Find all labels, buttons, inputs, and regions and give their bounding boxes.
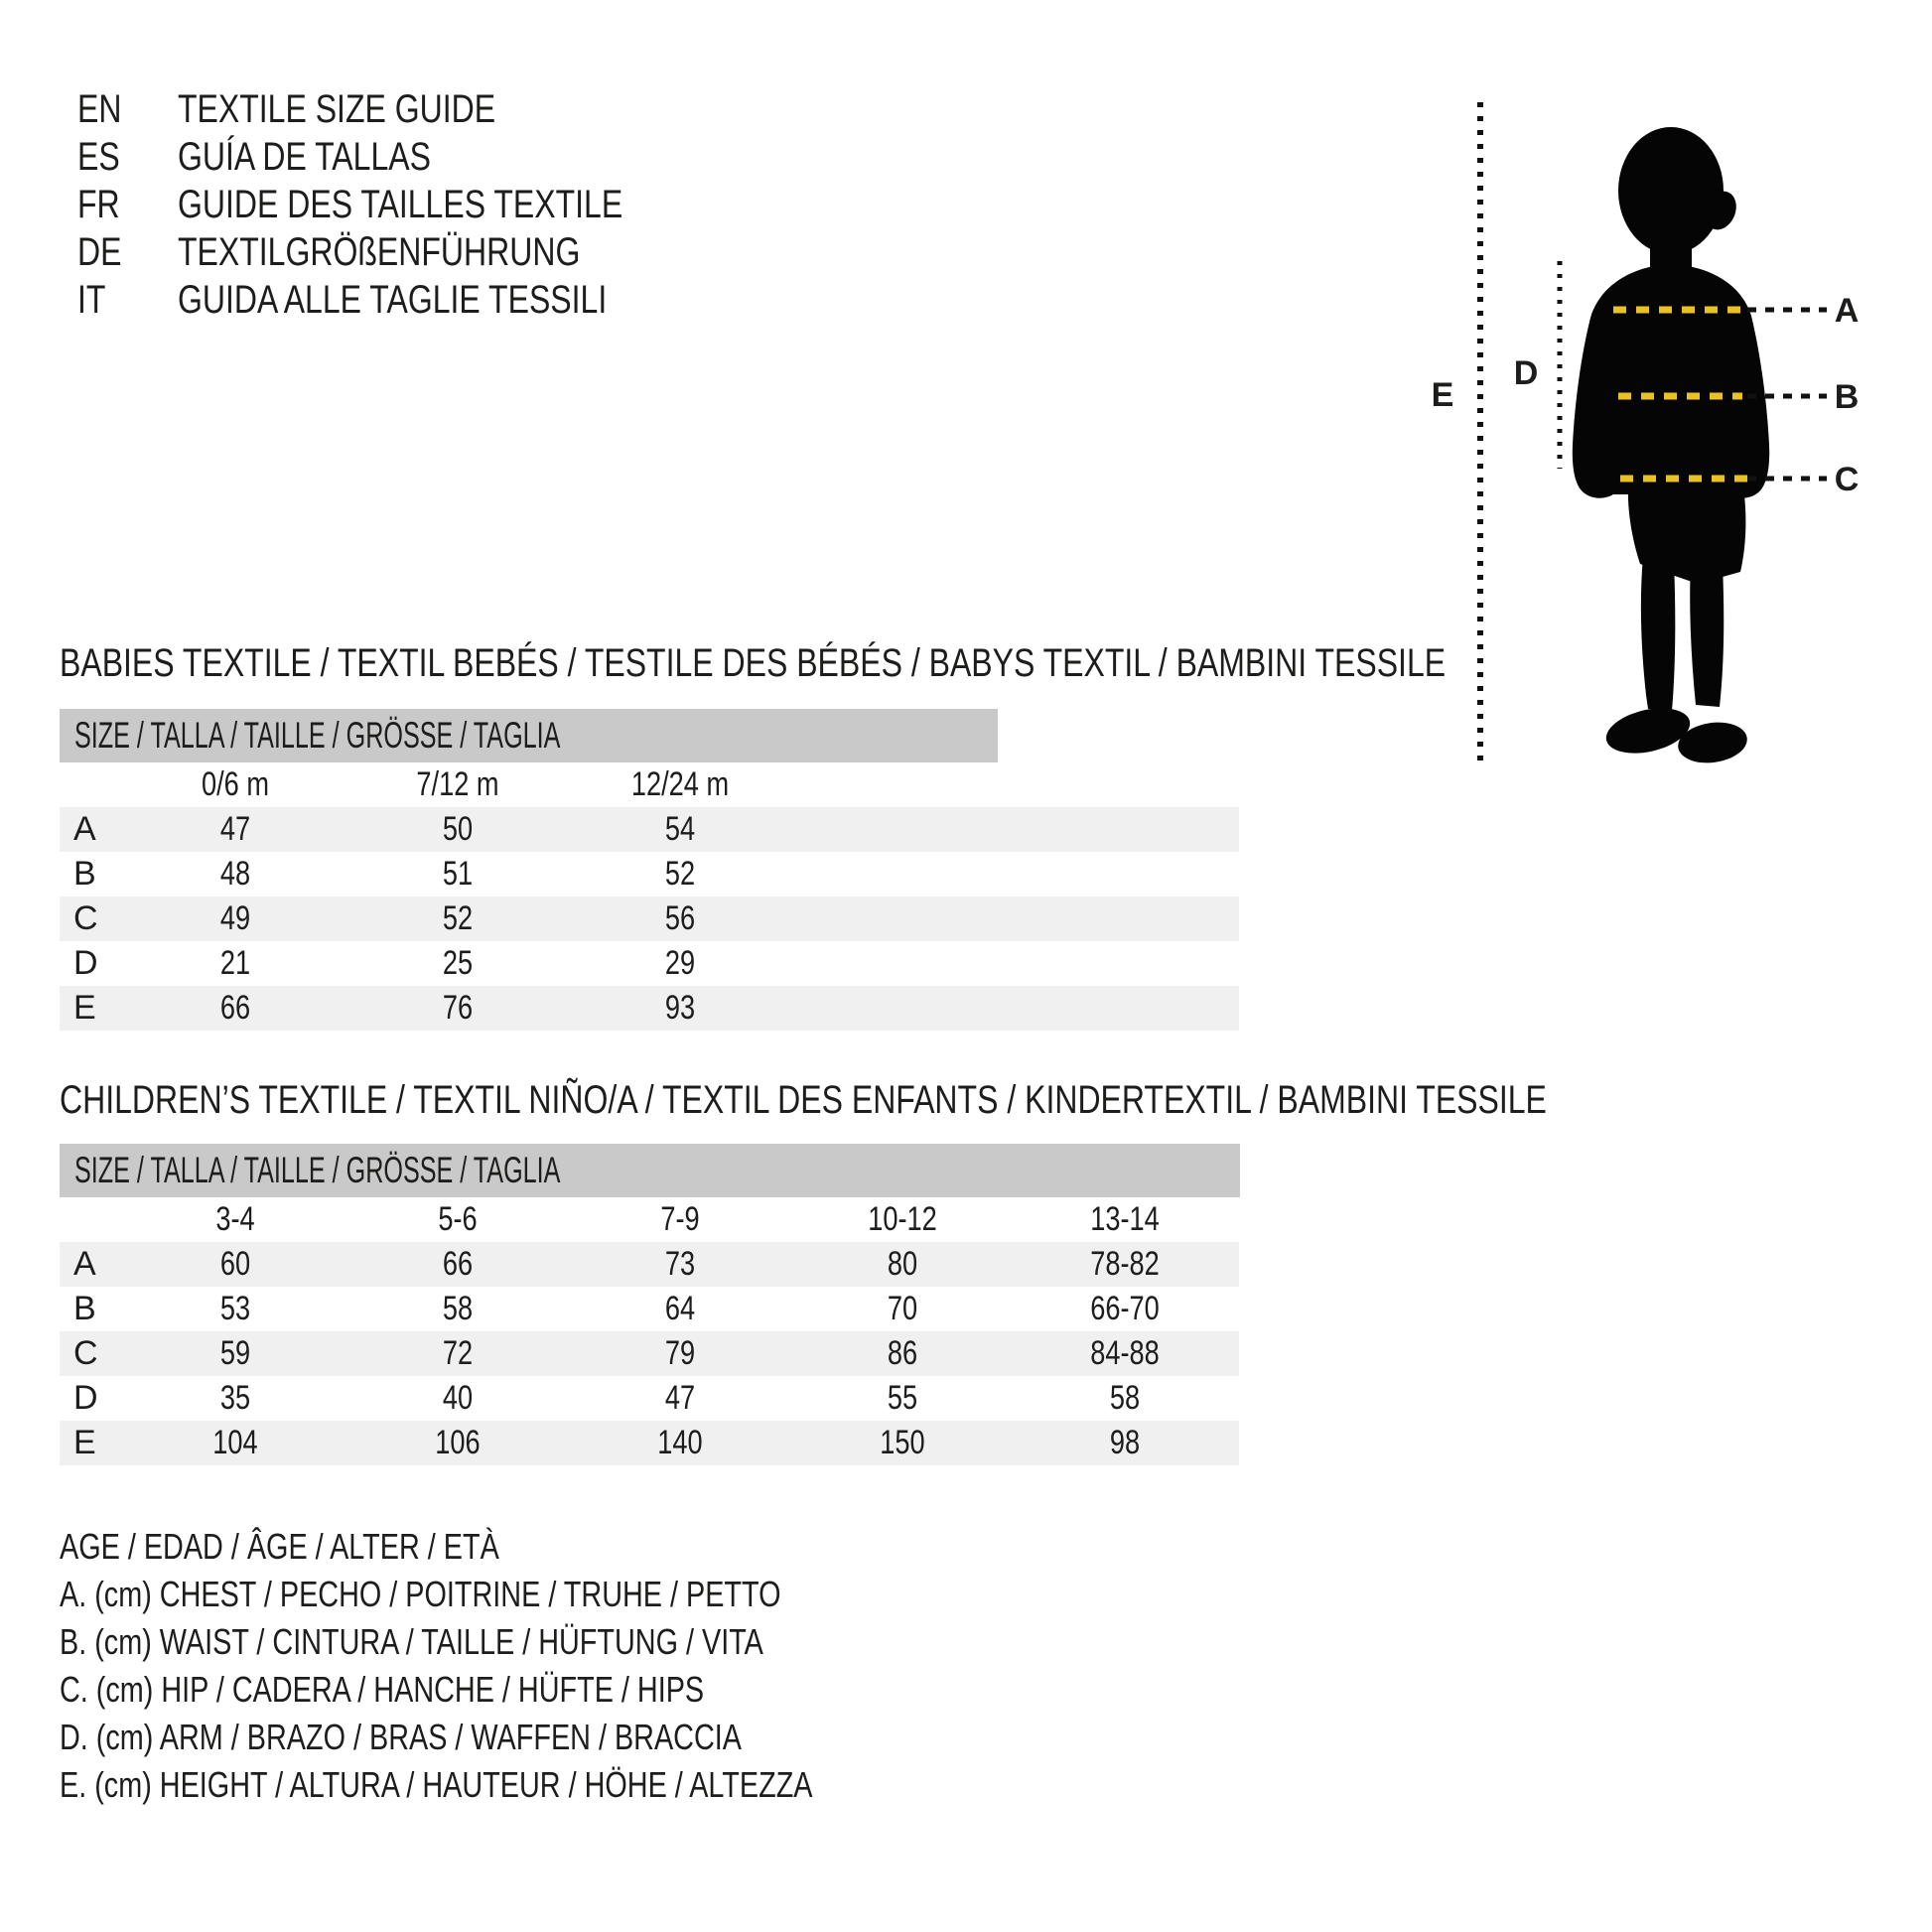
babies-header-row (60, 762, 1239, 807)
table-row: A 47 50 54 (60, 807, 1239, 852)
lang-code-de: DE (77, 230, 122, 274)
table-row: A 60 66 73 80 78-82 (60, 1242, 1239, 1287)
lang-row-en (77, 85, 734, 133)
language-guide-list (77, 85, 734, 324)
babies-col-0-6m: 0/6 m (201, 765, 270, 803)
lang-code-en: EN (77, 87, 122, 131)
lang-title-es: GUÍA DE TALLAS (178, 135, 432, 179)
babies-size-table (60, 762, 1239, 1031)
label-e: E (1431, 376, 1454, 414)
lang-code-fr: FR (77, 183, 120, 226)
legend-waist: B. (cm) WAIST / CINTURA / TAILLE / HÜFTUNG / VITA (60, 1621, 763, 1662)
babies-col-12-24m: 12/24 m (630, 765, 730, 803)
label-c: C (1834, 461, 1860, 498)
children-header-row (60, 1197, 1239, 1242)
table-row: E 66 76 93 (60, 986, 1239, 1031)
legend-hip: C. (cm) HIP / CADERA / HANCHE / HÜFTE / HIPS (60, 1669, 705, 1710)
lang-row-it (77, 276, 734, 324)
lang-title-fr: GUIDE DES TAILLES TEXTILE (178, 183, 623, 226)
children-col-5-6: 5-6 (438, 1200, 478, 1238)
silhouette-left-leg (1641, 556, 1675, 711)
children-size-header-bar: SIZE / TALLA / TAILLE / GRÖSSE / TAGLIA (60, 1144, 1240, 1197)
measurement-diagram (1410, 60, 1932, 814)
babies-col-7-12m: 7/12 m (416, 765, 499, 803)
lang-title-de: TEXTILGRÖßENFÜHRUNG (178, 230, 581, 274)
legend-arm: D. (cm) ARM / BRAZO / BRAS / WAFFEN / BRACCIA (60, 1717, 742, 1757)
lang-code-it: IT (77, 278, 106, 322)
legend-age: AGE / EDAD / ÂGE / ALTER / ETÀ (60, 1526, 499, 1567)
lang-row-de (77, 228, 734, 276)
table-row: D 21 25 29 (73, 944, 696, 982)
silhouette-torso (1573, 264, 1769, 498)
children-col-7-9: 7-9 (660, 1200, 700, 1238)
babies-section-title: BABIES TEXTILE / TEXTIL BEBÉS / TESTILE DES BÉBÉS / BABYS TEXTIL / BAMBINI TESSILE (60, 641, 1447, 685)
lang-row-fr (77, 181, 734, 228)
lang-title-it: GUIDA ALLE TAGLIE TESSILI (178, 278, 608, 322)
silhouette-head (1618, 127, 1724, 254)
children-section-title: CHILDREN’S TEXTILE / TEXTIL NIÑO/A / TEXTIL DES ENFANTS / KINDERTEXTIL / BAMBINI TESSILE (60, 1078, 1547, 1122)
children-col-3-4: 3-4 (215, 1200, 255, 1238)
lang-code-es: ES (77, 135, 120, 179)
table-row: C 59 72 79 86 84-88 (60, 1331, 1239, 1376)
legend-height: E. (cm) HEIGHT / ALTURA / HAUTEUR / HÖHE / ALTEZZA (60, 1764, 813, 1805)
label-b: B (1834, 378, 1860, 416)
lang-row-es (77, 133, 734, 181)
label-a: A (1834, 292, 1860, 330)
lang-title-en: TEXTILE SIZE GUIDE (178, 87, 496, 131)
table-row: B 53 58 64 70 66-70 (73, 1290, 1160, 1327)
children-size-table (60, 1197, 1239, 1465)
babies-size-header-bar: SIZE / TALLA / TAILLE / GRÖSSE / TAGLIA (60, 709, 998, 762)
label-d: D (1513, 354, 1539, 392)
silhouette-right-leg (1690, 561, 1724, 707)
table-row: C 49 52 56 (60, 897, 1239, 941)
table-row: D 35 40 47 55 58 (73, 1379, 1141, 1417)
children-col-10-12: 10-12 (868, 1200, 937, 1238)
table-row: B 48 51 52 (73, 855, 696, 893)
measurement-legend (60, 1523, 1001, 1809)
children-col-13-14: 13-14 (1090, 1200, 1160, 1238)
table-row: E 104 106 140 150 98 (60, 1421, 1239, 1465)
legend-chest: A. (cm) CHEST / PECHO / POITRINE / TRUHE / PETTO (60, 1574, 781, 1614)
